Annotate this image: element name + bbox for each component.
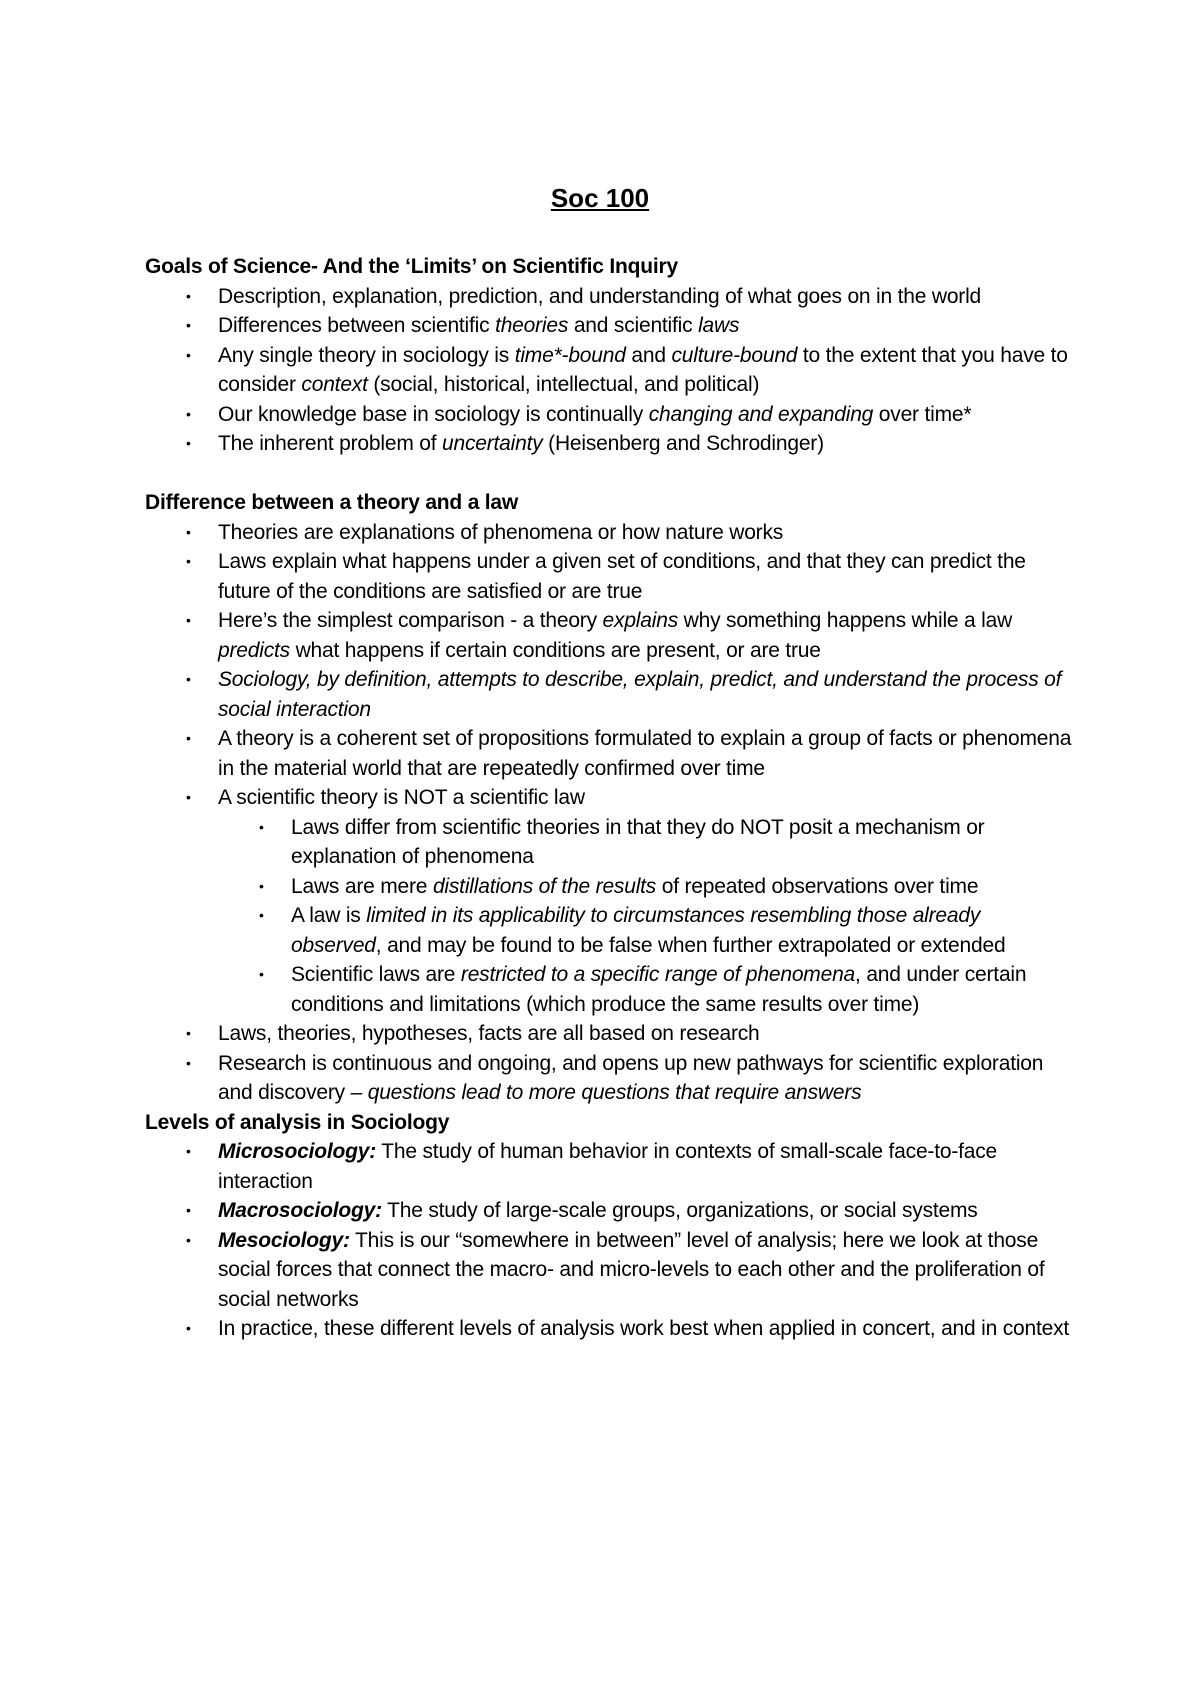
section-heading: Goals of Science- And the ‘Limits’ on Scientific Inquiry: [145, 255, 678, 278]
term-label: Mesociology:: [218, 1228, 350, 1252]
list-item: [218, 547, 1075, 606]
list-item: [218, 341, 1075, 400]
list-item: [291, 872, 1075, 902]
item-text: what happens if certain conditions are present, or are true: [289, 638, 821, 662]
item-text: A law is: [291, 904, 367, 927]
item-text: and: [625, 343, 672, 367]
sub-bullet-list: [218, 813, 1075, 1020]
item-text: Differences between scientific: [218, 314, 496, 337]
item-text: of repeated observations over time: [656, 874, 979, 898]
item-text: (social, historical, intellectual, and political): [367, 373, 760, 396]
emphasis-text: changing and expanding: [648, 402, 874, 426]
list-item: [218, 400, 1075, 430]
item-text: Laws, theories, hypotheses, facts are all based on research: [218, 1022, 760, 1045]
item-text: Research is continuous and ongoing, and opens up new pathways for scientific exploration and discovery –: [218, 1051, 1044, 1104]
list-item: [218, 282, 1075, 312]
document-body: [145, 252, 1075, 1344]
list-item: [218, 1226, 1075, 1315]
item-text: over time*: [873, 402, 972, 426]
section-heading: Difference between a theory and a law: [145, 491, 519, 514]
item-text: In practice, these different levels of analysis work best when applied in concert, and in context: [218, 1317, 1070, 1340]
list-item: [291, 813, 1075, 872]
emphasis-text: Sociology, by definition, attempts to describe, explain, predict, and understand the process of social interaction: [218, 668, 1062, 721]
emphasis-text: uncertainty: [442, 432, 543, 455]
item-text: Scientific laws are: [291, 963, 461, 986]
emphasis-text: explains: [602, 609, 678, 632]
list-item: [291, 901, 1075, 960]
emphasis-text: laws: [698, 314, 740, 337]
item-text: The study of human behavior in contexts of small-scale face-to-face interaction: [218, 1140, 998, 1193]
item-text: Laws explain what happens under a given set of conditions, and that they can predict the future of the conditions are satisfied or are true: [218, 550, 1026, 603]
item-text: A theory is a coherent set of propositions formulated to explain a group of facts or phenomena in the material world that are repeatedly confirmed over time: [218, 727, 1072, 780]
item-text: The inherent problem of: [218, 432, 442, 455]
term-label: Macrosociology:: [218, 1199, 382, 1222]
list-item: [218, 1137, 1075, 1196]
emphasis-text: distillations of the results: [432, 874, 657, 898]
list-item: [218, 429, 1075, 459]
list-item: [218, 1019, 1075, 1049]
list-item: [218, 1196, 1075, 1226]
item-text: , and may be found to be false when further extrapolated or extended: [375, 933, 1006, 957]
item-text: and scientific: [568, 314, 699, 337]
item-text: Any single theory in sociology is: [218, 343, 515, 367]
emphasis-text: limited in its applicability to circumstances resembling those already observed: [291, 904, 981, 957]
item-text: , and under certain conditions and limitations (which produce the same results over time): [291, 963, 1027, 1016]
emphasis-text: theories: [495, 314, 569, 337]
item-text: Laws differ from scientific theories in that they do NOT posit a mechanism or explanation of phenomena: [291, 815, 985, 868]
list-item: [218, 665, 1075, 724]
item-text: Here’s the simplest comparison - a theory: [218, 609, 603, 632]
item-text: Laws are mere: [291, 874, 433, 898]
list-item: [218, 783, 1075, 1019]
emphasis-text: culture-bound: [671, 343, 798, 367]
emphasis-text: context: [301, 373, 368, 396]
section-heading: Levels of analysis in Sociology: [145, 1110, 450, 1134]
item-text: Our knowledge base in sociology is continually: [218, 402, 649, 426]
bullet-list: [145, 518, 1075, 1108]
item-text: why something happens while a law: [678, 609, 1013, 632]
item-text: (Heisenberg and Schrodinger): [542, 432, 824, 455]
list-item: [218, 724, 1075, 783]
item-text: Description, explanation, prediction, and understanding of what goes on in the world: [218, 284, 982, 308]
item-text: to the extent that you have to consider: [218, 343, 1068, 396]
bullet-list: [145, 1137, 1075, 1344]
list-item: [291, 960, 1075, 1019]
emphasis-text: predicts: [218, 638, 290, 662]
list-item: [218, 1314, 1075, 1344]
item-text: A scientific theory is NOT a scientific law: [218, 786, 585, 809]
emphasis-text: restricted to a specific range of phenomena: [460, 963, 856, 986]
item-text: The study of large-scale groups, organizations, or social systems: [381, 1199, 978, 1222]
item-text: This is our “somewhere in between” level of analysis; here we look at those social forces that connect the macro- and micro-levels to each other and the proliferation of social networks: [218, 1228, 1045, 1311]
list-item: [218, 1049, 1075, 1108]
list-item: [218, 311, 1075, 341]
page-title: Soc 100: [550, 183, 650, 213]
item-text: Theories are explanations of phenomena or how nature works: [218, 520, 784, 544]
list-item: [218, 606, 1075, 665]
bullet-list: [145, 282, 1075, 459]
term-label: Microsociology:: [218, 1140, 377, 1163]
emphasis-text: questions lead to more questions that require answers: [367, 1081, 862, 1104]
list-item: [218, 518, 1075, 548]
emphasis-text: time*-bound: [514, 343, 626, 367]
